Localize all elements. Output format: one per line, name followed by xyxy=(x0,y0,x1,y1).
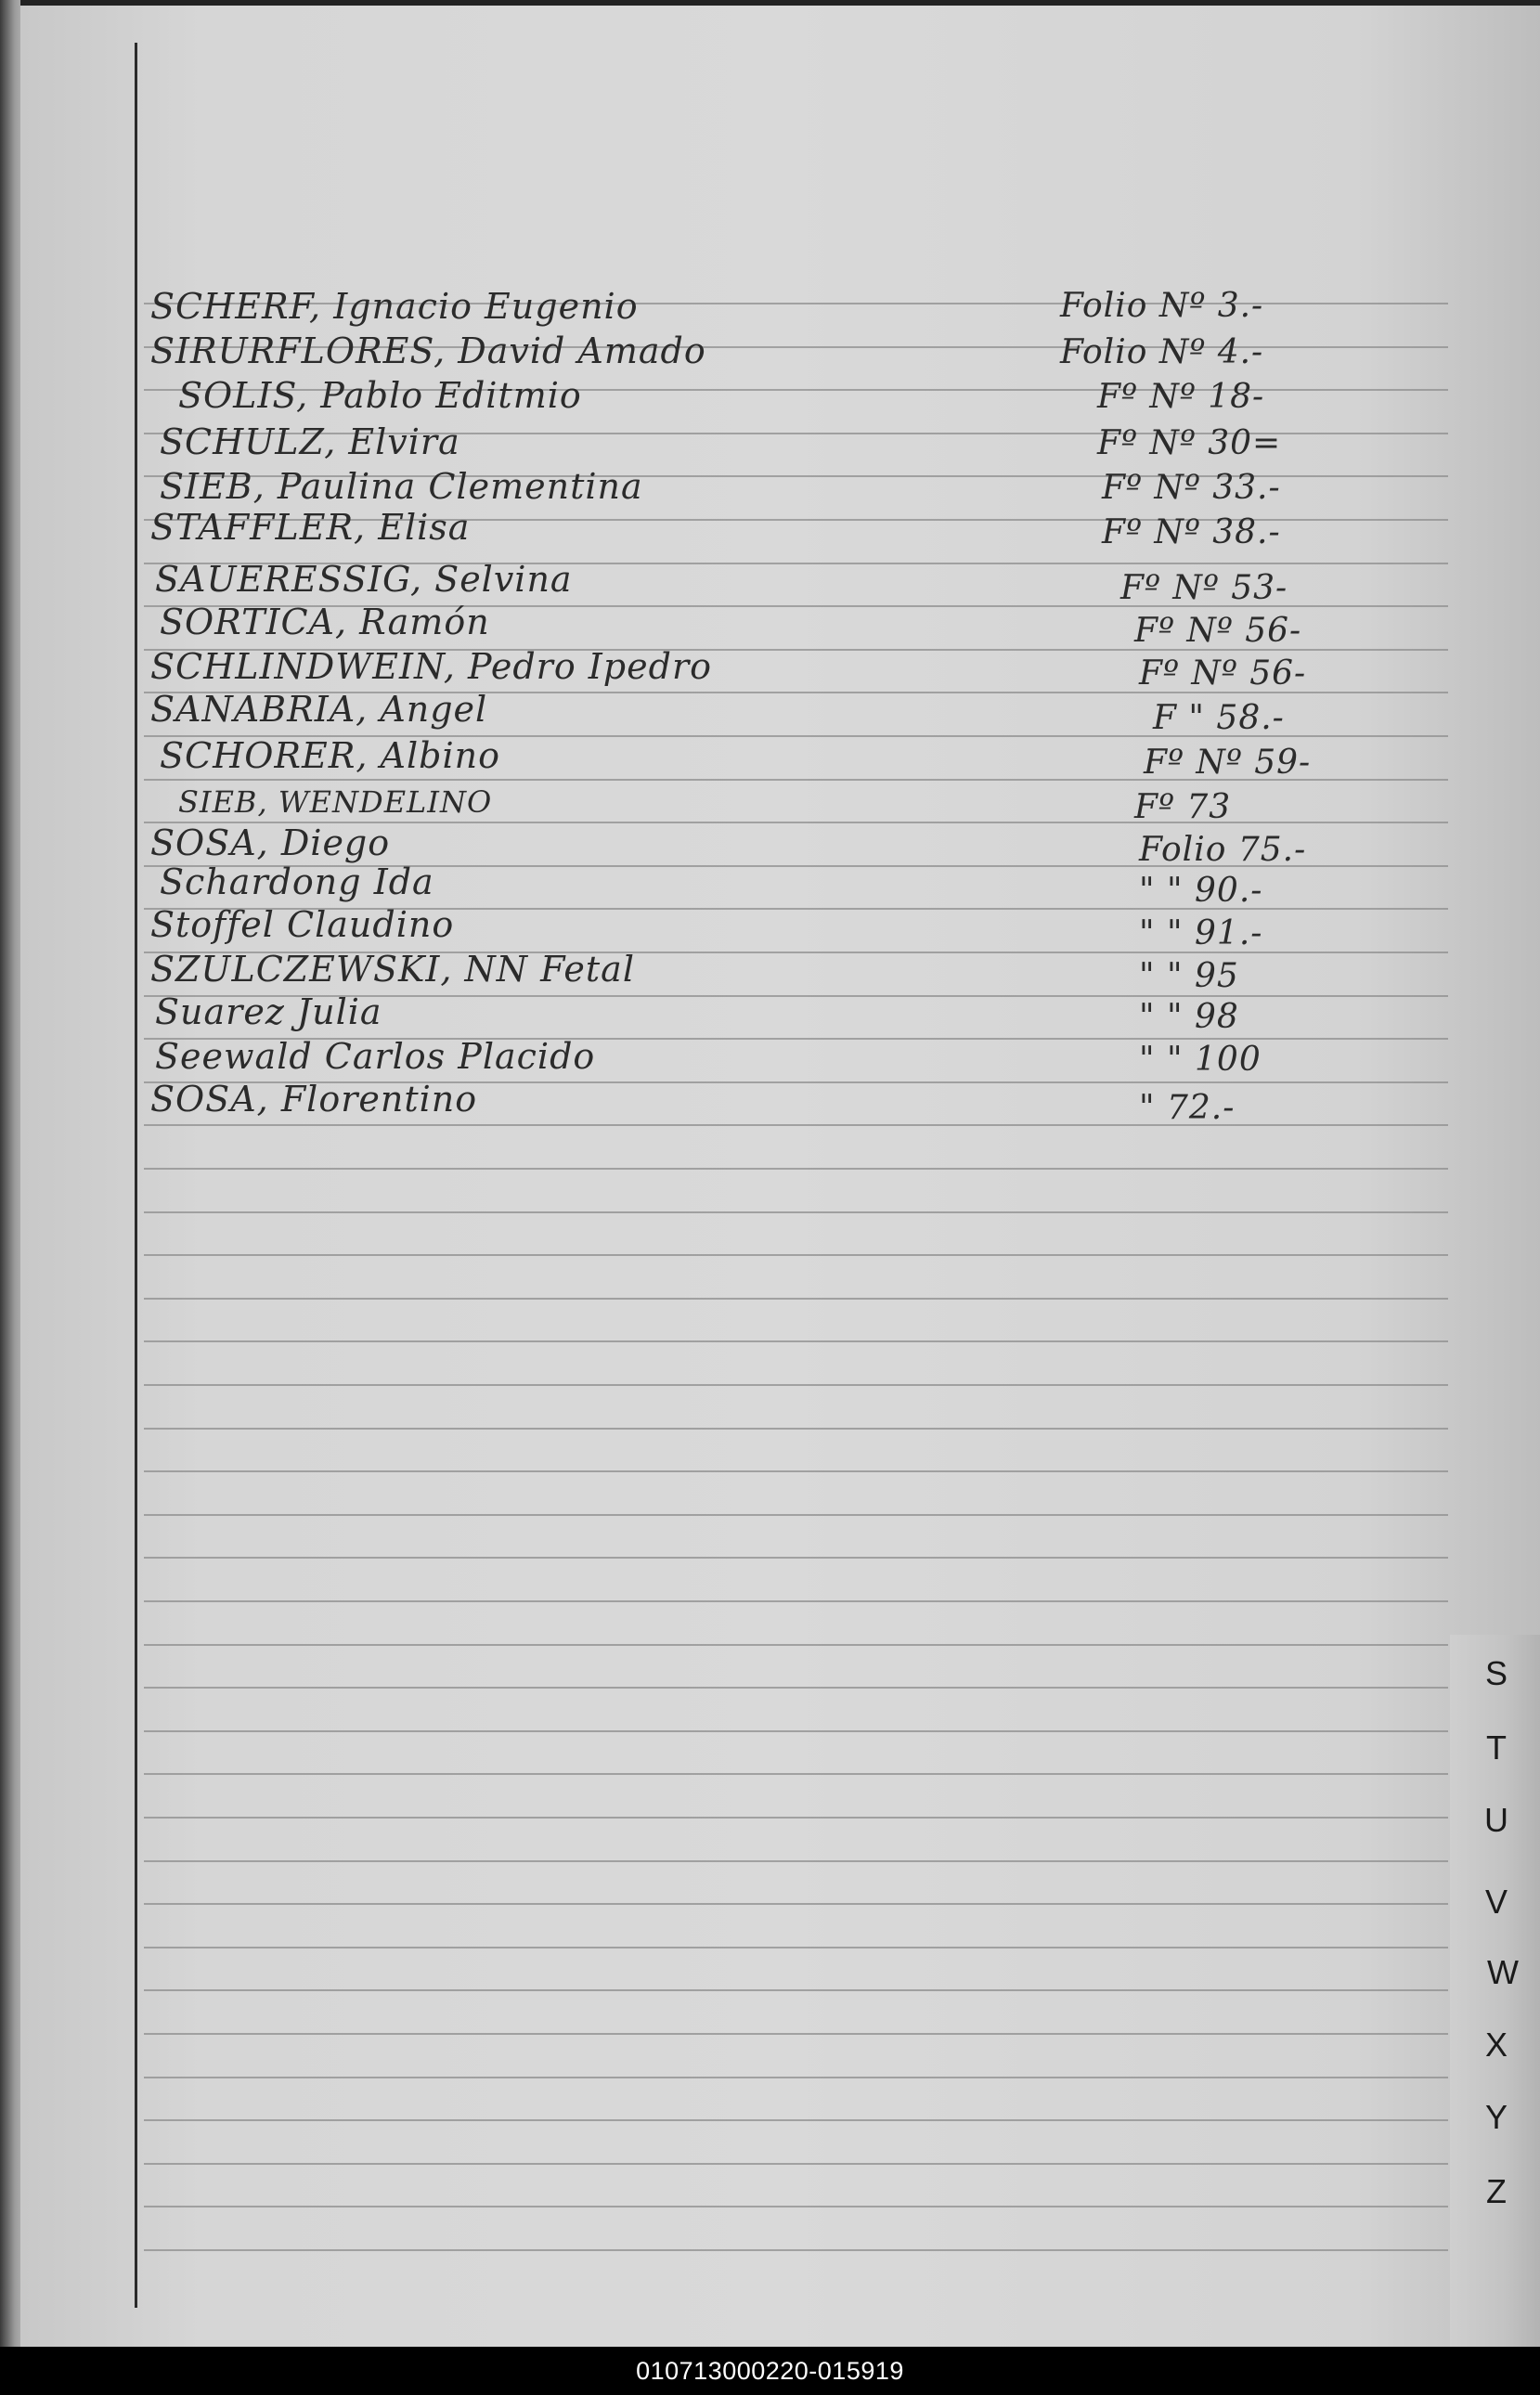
ruled-line xyxy=(144,1254,1448,1256)
entry-name: SOLIS, Pablo Editmio xyxy=(178,375,582,416)
entry-name: SANABRIA, Angel xyxy=(150,689,488,730)
ruled-line xyxy=(144,1687,1448,1689)
ruled-line xyxy=(144,1817,1448,1819)
ruled-line xyxy=(144,1340,1448,1342)
entry-folio: Folio Nº 3.- xyxy=(1060,287,1264,325)
ruled-line xyxy=(144,1730,1448,1732)
entry-folio: " " 95 xyxy=(1139,957,1239,995)
index-letter-t[interactable]: T xyxy=(1486,1728,1507,1767)
ruled-line xyxy=(144,1384,1448,1386)
entry-folio: Folio Nº 4.- xyxy=(1060,333,1264,371)
ruled-line xyxy=(144,1644,1448,1646)
ruled-line xyxy=(144,2163,1448,2165)
ruled-line xyxy=(144,1514,1448,1516)
entry-name: SCHERF, Ignacio Eugenio xyxy=(150,286,639,327)
ruled-line xyxy=(144,1989,1448,1991)
entry-name: Suarez Julia xyxy=(155,991,382,1032)
entry-folio: F " 58.- xyxy=(1153,699,1285,737)
ruled-line xyxy=(144,1860,1448,1862)
ruled-line xyxy=(144,1428,1448,1430)
index-letter-x[interactable]: X xyxy=(1484,2026,1508,2064)
ruled-line xyxy=(144,2206,1448,2207)
entry-folio: " " 90.- xyxy=(1139,872,1263,910)
entry-name: SAUERESSIG, Selvina xyxy=(155,559,573,600)
entry-folio: Fº Nº 33.- xyxy=(1102,469,1281,507)
entry-folio: Fº Nº 56- xyxy=(1139,654,1307,693)
ruled-line xyxy=(144,1298,1448,1300)
ruled-line xyxy=(144,1947,1448,1948)
entry-folio: " " 100 xyxy=(1139,1041,1262,1079)
entry-folio: Fº 73 xyxy=(1134,788,1232,826)
entry-name: SORTICA, Ramón xyxy=(160,602,490,642)
ruled-line xyxy=(144,1470,1448,1472)
ruled-line xyxy=(144,1168,1448,1170)
ruled-line xyxy=(144,1773,1448,1775)
margin-line xyxy=(135,43,137,2308)
entry-folio: Fº Nº 30= xyxy=(1097,424,1282,462)
ruled-line xyxy=(144,2077,1448,2078)
entry-folio: Fº Nº 18- xyxy=(1097,378,1265,416)
entry-name: SCHLINDWEIN, Pedro Ipedro xyxy=(150,646,712,687)
ruled-line xyxy=(144,2119,1448,2121)
entry-folio: " " 91.- xyxy=(1139,914,1263,952)
ruled-line xyxy=(144,1124,1448,1126)
index-letter-z[interactable]: Z xyxy=(1486,2172,1507,2210)
entry-name: SOSA, Diego xyxy=(150,822,391,863)
entry-name: SIEB, WENDELINO xyxy=(178,784,493,820)
index-letter-w[interactable]: W xyxy=(1487,1953,1519,1991)
ruled-line xyxy=(144,1903,1448,1905)
ruled-line xyxy=(144,1211,1448,1213)
entry-name: Seewald Carlos Placido xyxy=(155,1036,596,1077)
entry-folio: Folio 75.- xyxy=(1139,831,1307,869)
entry-folio: Fº Nº 56- xyxy=(1134,612,1302,650)
ruled-line xyxy=(144,2033,1448,2035)
index-letter-v[interactable]: V xyxy=(1484,1883,1508,1921)
ledger-sheet xyxy=(20,0,1540,2352)
entry-name: SCHORER, Albino xyxy=(160,735,500,776)
index-letter-u[interactable]: U xyxy=(1484,1801,1508,1839)
ruled-line xyxy=(144,1557,1448,1559)
entry-name: SZULCZEWSKI, NN Fetal xyxy=(150,949,635,990)
entry-folio: " " 98 xyxy=(1139,998,1239,1036)
entry-name: Stoffel Claudino xyxy=(150,904,455,945)
entry-name: SOSA, Florentino xyxy=(150,1079,478,1120)
index-letter-y[interactable]: Y xyxy=(1484,2098,1508,2136)
ruled-line xyxy=(144,2249,1448,2251)
entry-name: SIRURFLORES, David Amado xyxy=(150,330,706,371)
entry-folio: " 72.- xyxy=(1139,1089,1236,1127)
entry-name: Schardong Ida xyxy=(160,861,434,902)
index-letter-s[interactable]: S xyxy=(1484,1654,1508,1692)
entry-folio: Fº Nº 38.- xyxy=(1102,513,1281,551)
entry-name: STAFFLER, Elisa xyxy=(150,507,471,548)
entry-folio: Fº Nº 53- xyxy=(1120,569,1288,607)
entry-name: SCHULZ, Elvira xyxy=(160,421,460,462)
image-caption: 010713000220-015919 xyxy=(0,2347,1540,2395)
ruled-line xyxy=(144,1600,1448,1602)
entry-name: SIEB, Paulina Clementina xyxy=(160,466,643,507)
entry-folio: Fº Nº 59- xyxy=(1144,744,1312,782)
